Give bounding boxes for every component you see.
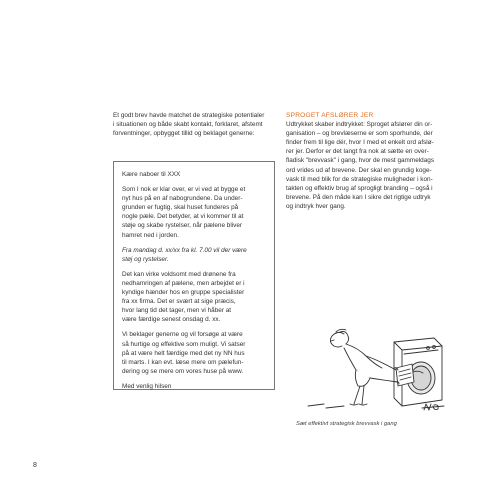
intro-line: Et godt brev havde matchet de strategiske potentialer [113,112,265,119]
body-line: fladisk "brevvask" i gang, hvor de mest gammeldags [286,157,435,165]
washing-machine-cartoon [304,326,456,414]
letter-line: hvor lang tid det tager, men vi håber at [122,307,232,315]
letter-line: så hurtige og effektive som muligt. Vi satser [122,340,246,348]
right-column [286,111,450,211]
letter-paragraph-4 [122,330,266,375]
letter-line: nogle pæle. Det betyder, at vi kommer til at [122,213,244,221]
letter-line: Fra mandag d. xx/xx fra kl. 7.00 vil der være [122,246,247,254]
letter-closing: Med venlig hilsen [122,382,172,390]
letter-line: på at være helt færdige med det ny NN hus [122,349,245,357]
letter-line: til marts. I kan evt. læse mere om pælefun- [122,358,244,366]
letter-line: Det kan virke voldsomt med drønene fra [122,270,236,278]
letter-line: støj og rystelser. [122,255,169,263]
letter-paragraph-2 [122,246,266,264]
letter-line: støje og skabe rystelser, når pælene bliver [122,222,243,230]
body-line: vask til med blik for de strategiske muligheder i kon- [286,175,433,183]
letter-line: grunden er fugtig, skal huset funderes på [122,204,239,212]
intro-line: i situationen og både skabt kontakt, forklaret, afstemt [113,121,263,129]
letter-line: Vi beklager generne og vil forsøge at være [122,331,243,339]
body-line: Udtrykket skaber indtrykket: Sproget afslører din or- [286,121,433,129]
letter-line: fra xx firma. Det er svært at sige præcis, [122,298,236,306]
letter-line: dering og se mere om vores huse på www. [122,367,244,375]
body-line: brevene. På den måde kan I sikre det rigtige udtryk [286,193,431,201]
intro-line: forventninger, opbygget tillid og beklaget generne: [113,130,255,138]
letter-line: nedhamringen af pælene, men arbejdet er i [122,279,245,287]
body-line: ord vrides ud af brevene. Der skal en grundig koge- [286,166,432,174]
body-line: takten og effektiv brug af sprogligt branding – også i [286,184,433,192]
illustration-caption: Sæt effektivt strategisk brevvask i gang [296,421,397,427]
cartoon-drawing [304,326,456,414]
body-line: og indtryk hver gang. [286,202,346,210]
letter-line: nyt hus på en af nabogrundene. Da under- [122,195,243,203]
page-number: 8 [33,462,37,469]
letter-line: kyndige hænder hos en gruppe specialister [122,289,245,297]
letter-line: være færdige senest onsdag d. xx. [122,316,221,324]
letter-paragraph-1 [122,185,266,240]
letter-paragraph-3 [122,270,266,325]
section-heading: SPROGET AFSLØRER JER [286,112,374,119]
body-line: ganisation – og brevlæserne er som sporhunde, der [286,130,433,138]
body-line: finder frem til lige dér, hvor I med et enkelt ord afslø- [286,139,434,147]
intro-paragraph [113,111,275,138]
letter-greeting: Kære naboer til XXX [122,171,181,178]
letter-line: Som I nok er klar over, er vi ved at bygge et [122,186,246,194]
body-line: rer jer. Derfor er det langt fra nok at sætte en over- [286,148,429,156]
letter-line: hamret ned i jorden. [122,231,179,239]
example-letter-box [113,161,275,390]
